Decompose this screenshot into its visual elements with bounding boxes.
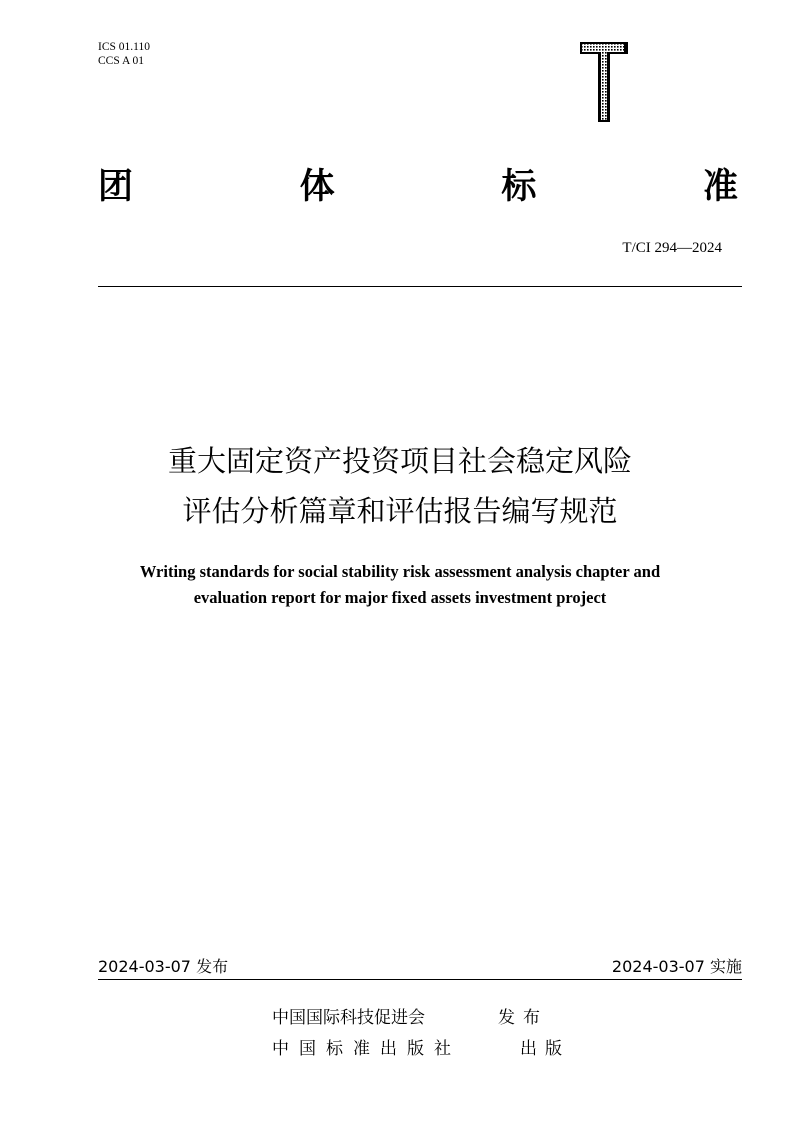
press-role: 出版 — [520, 1039, 570, 1059]
publisher-role: 发布 — [498, 1008, 548, 1028]
standard-type-heading — [98, 160, 738, 208]
publish-date: 2024-03-07 发布 — [98, 957, 229, 976]
heading-char-2: 体 — [299, 167, 335, 207]
bottom-divider — [98, 979, 742, 980]
chinese-title — [60, 436, 740, 536]
press-line — [272, 1034, 570, 1059]
publisher-line — [272, 1003, 548, 1028]
english-title-line-2: evaluation report for major fixed assets investment project — [193, 588, 607, 607]
top-divider — [98, 286, 742, 287]
heading-char-3: 标 — [501, 167, 537, 207]
english-title — [60, 559, 740, 611]
heading-char-4: 准 — [702, 167, 738, 207]
ccs-code: CCS A 01 — [98, 55, 145, 67]
press-name: 中国标准出版社 — [272, 1039, 461, 1059]
implement-date: 2024-03-07 实施 — [611, 957, 742, 976]
chinese-title-line-2: 评估分析篇章和评估报告编写规范 — [182, 494, 618, 528]
classification-codes — [98, 40, 150, 68]
standard-code: T/CI 294—2024 — [622, 240, 722, 256]
heading-char-1: 团 — [98, 167, 134, 207]
chinese-title-line-1: 重大固定资产投资项目社会稳定风险 — [167, 444, 632, 478]
ics-code: ICS 01.110 — [98, 41, 150, 53]
t-type-mark — [578, 40, 630, 124]
publisher-name: 中国国际科技促进会 — [272, 1008, 425, 1028]
english-title-line-1: Writing standards for social stability risk assessment analysis chapter and — [139, 562, 661, 581]
